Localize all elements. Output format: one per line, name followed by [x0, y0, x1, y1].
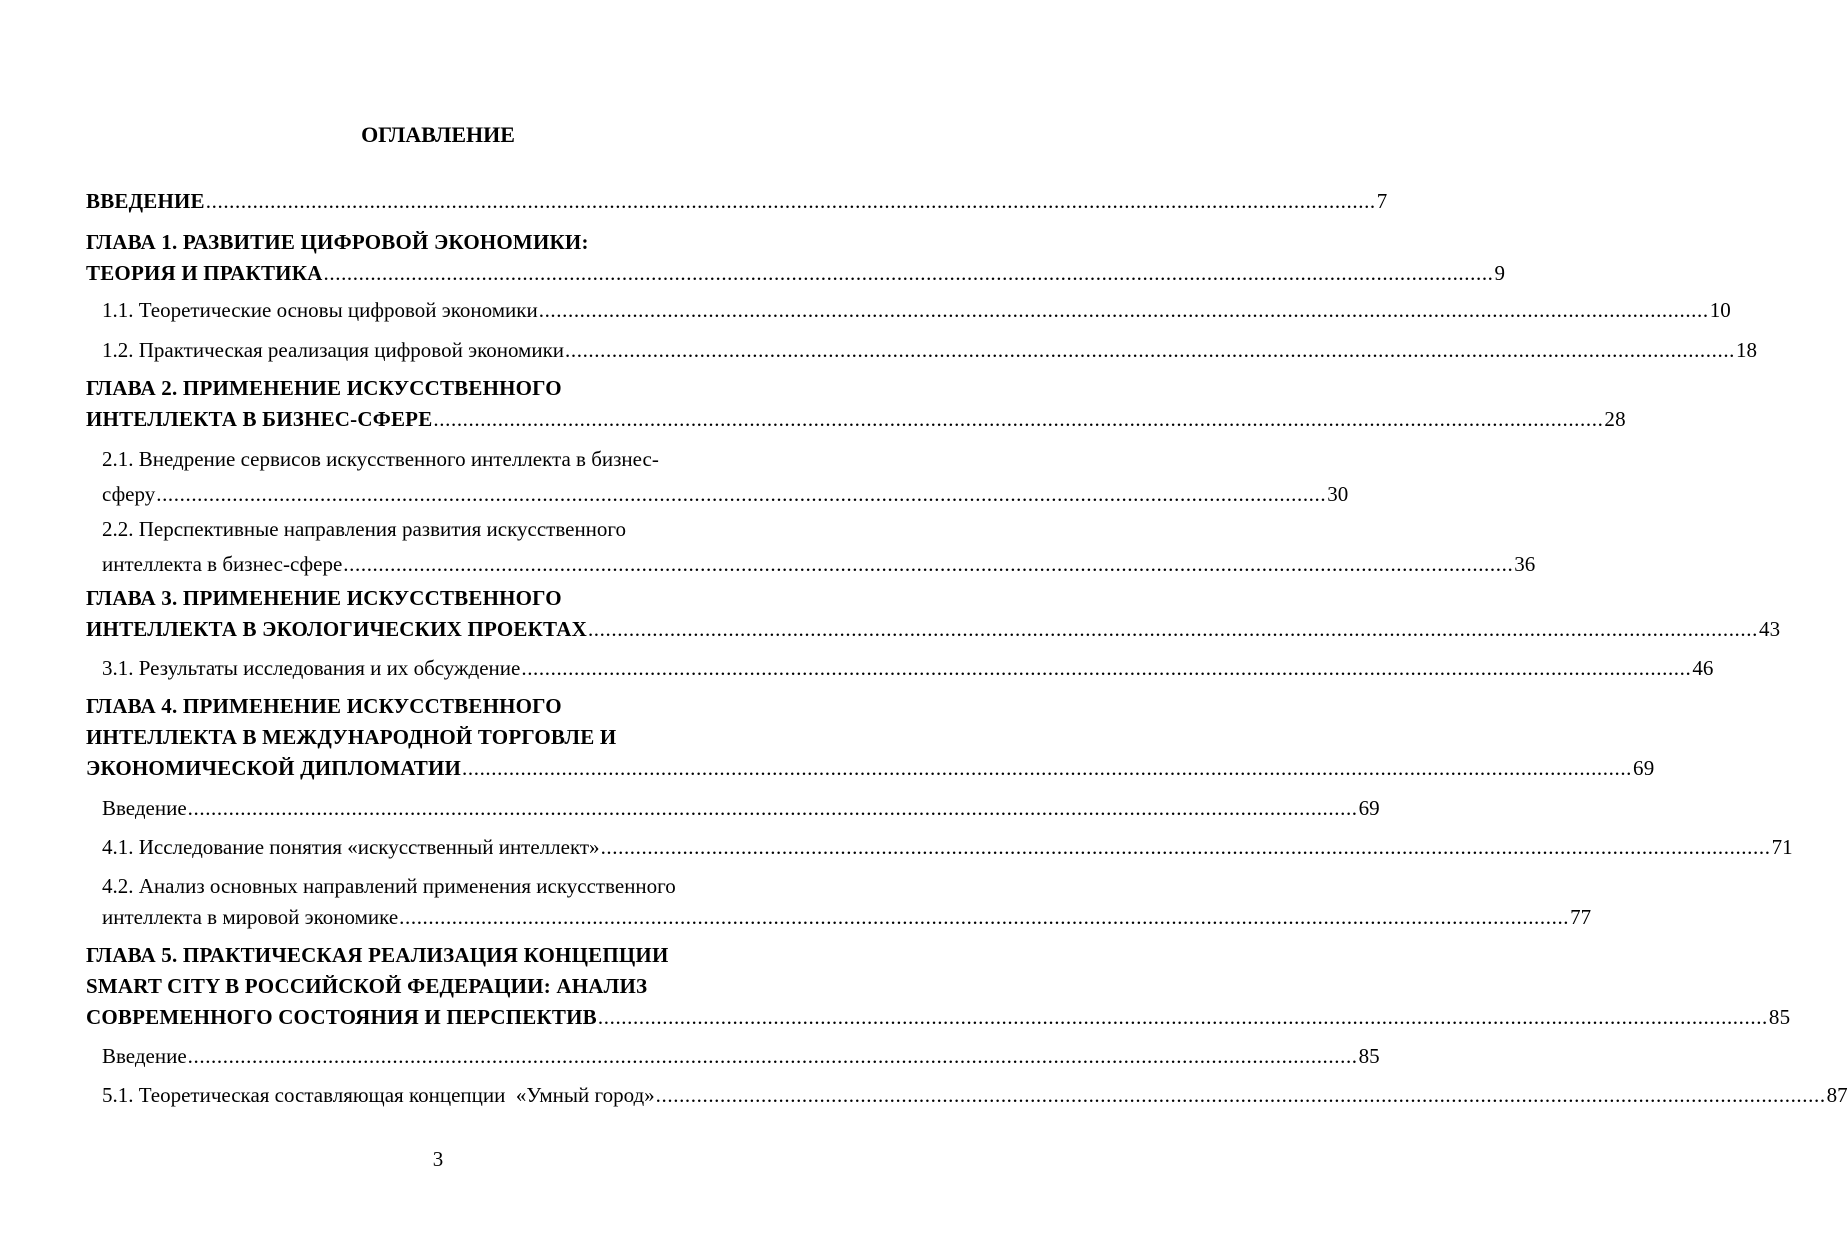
- toc-entry-title-line: интеллекта в мировой экономике: [102, 905, 399, 929]
- toc-page-number: 30: [1327, 482, 1349, 506]
- toc-entry-section-1-2[interactable]: [102, 335, 1758, 366]
- toc-entry-chapter-4-introduction[interactable]: [102, 793, 1380, 824]
- toc-entry-chapter-5-introduction[interactable]: [102, 1041, 1380, 1072]
- toc-entry-title: Введение: [102, 796, 187, 820]
- toc-entry-title-line: ГЛАВА 1. РАЗВИТИЕ ЦИФРОВОЙ ЭКОНОМИКИ:: [86, 230, 589, 254]
- toc-entry-chapter-1[interactable]: [86, 227, 1506, 289]
- toc-entry-section-4-1[interactable]: [102, 832, 1793, 863]
- toc-entry-title-line: SMART CITY В РОССИЙСКОЙ ФЕДЕРАЦИИ: АНАЛИЗ: [86, 974, 648, 998]
- toc-entry-title-line: 2.1. Внедрение сервисов искусственного интеллекта в бизнес-: [102, 447, 659, 471]
- toc-entry-section-4-2[interactable]: [102, 871, 1592, 933]
- dot-leader: ........................................................................................................................................................................................................: [565, 338, 1736, 362]
- toc-page-number: 85: [1358, 1044, 1380, 1068]
- toc-entry-title-line: 4.2. Анализ основных направлений применения искусственного: [102, 874, 676, 898]
- dot-leader: ........................................................................................................................................................................................................: [156, 482, 1327, 506]
- dot-leader: ........................................................................................................................................................................................................: [600, 835, 1771, 859]
- toc-page-number: 77: [1570, 905, 1592, 929]
- toc-entry-section-5-1[interactable]: [102, 1080, 1848, 1111]
- toc-entry-section-2-2[interactable]: [102, 514, 1536, 580]
- toc-page-number: 28: [1604, 407, 1626, 431]
- toc-entry-chapter-4[interactable]: [86, 691, 1655, 784]
- dot-leader: ........................................................................................................................................................................................................: [462, 756, 1633, 780]
- toc-entry-title-line: ЭКОНОМИЧЕСКОЙ ДИПЛОМАТИИ: [86, 756, 462, 780]
- toc-page-number: 69: [1358, 796, 1380, 820]
- dot-leader: ........................................................................................................................................................................................................: [323, 261, 1494, 285]
- dot-leader: ........................................................................................................................................................................................................: [521, 656, 1692, 680]
- toc-entry-title-line: ИНТЕЛЛЕКТА В МЕЖДУНАРОДНОЙ ТОРГОВЛЕ И: [86, 725, 617, 749]
- toc-entry-section-2-1[interactable]: [102, 444, 1349, 510]
- toc-entry-title-line: ИНТЕЛЛЕКТА В ЭКОЛОГИЧЕСКИХ ПРОЕКТАХ: [86, 617, 587, 641]
- toc-entry-title-line: ТЕОРИЯ И ПРАКТИКА: [86, 261, 323, 285]
- dot-leader: ........................................................................................................................................................................................................: [587, 617, 1758, 641]
- dot-leader: ........................................................................................................................................................................................................: [205, 189, 1376, 213]
- toc-entry-section-1-1[interactable]: [102, 295, 1731, 326]
- toc-entry-title: 1.1. Теоретические основы цифровой экономики: [102, 298, 538, 322]
- toc-entry-introduction[interactable]: [86, 186, 1388, 217]
- toc-entry-title: 5.1. Теоретическая составляющая концепции «Умный город»: [102, 1083, 655, 1107]
- toc-entry-section-3-1[interactable]: [102, 653, 1714, 684]
- toc-entry-title-line: ГЛАВА 3. ПРИМЕНЕНИЕ ИСКУССТВЕННОГО: [86, 586, 562, 610]
- toc-page-number: 43: [1758, 617, 1781, 641]
- toc-entry-title-line: ГЛАВА 2. ПРИМЕНЕНИЕ ИСКУССТВЕННОГО: [86, 376, 562, 400]
- toc-entry-title: 3.1. Результаты исследования и их обсуждение: [102, 656, 521, 680]
- toc-entry-title: ВВЕДЕНИЕ: [86, 189, 205, 213]
- dot-leader: ........................................................................................................................................................................................................: [187, 796, 1358, 820]
- toc-entry-title-line: ГЛАВА 4. ПРИМЕНЕНИЕ ИСКУССТВЕННОГО: [86, 694, 562, 718]
- toc-page-number: 7: [1376, 189, 1388, 213]
- toc-entry-chapter-5[interactable]: [86, 940, 1791, 1033]
- toc-page-number: 69: [1633, 756, 1655, 780]
- dot-leader: ........................................................................................................................................................................................................: [655, 1083, 1826, 1107]
- dot-leader: ........................................................................................................................................................................................................: [187, 1044, 1358, 1068]
- toc-page-number: 87: [1826, 1083, 1848, 1107]
- toc-page-number: 10: [1709, 298, 1731, 322]
- toc-page-number: 9: [1494, 261, 1506, 285]
- toc-entry-title: 4.1. Исследование понятия «искусственный интеллект»: [102, 835, 600, 859]
- toc-page-number: 46: [1692, 656, 1714, 680]
- dot-leader: ........................................................................................................................................................................................................: [433, 407, 1604, 431]
- dot-leader: ........................................................................................................................................................................................................: [538, 298, 1709, 322]
- toc-entry-title-line: сферу: [102, 482, 156, 506]
- page-number: 3: [432, 1147, 444, 1171]
- dot-leader: ........................................................................................................................................................................................................: [399, 905, 1570, 929]
- toc-page-number: 71: [1771, 835, 1793, 859]
- toc-entry-chapter-2[interactable]: [86, 373, 1626, 435]
- toc-page-number: 36: [1514, 552, 1536, 576]
- toc-entry-title-line: СОВРЕМЕННОГО СОСТОЯНИЯ И ПЕРСПЕКТИВ: [86, 1005, 597, 1029]
- toc-page-number: 18: [1736, 338, 1758, 362]
- toc-entry-title-line: ИНТЕЛЛЕКТА В БИЗНЕС-СФЕРЕ: [86, 407, 433, 431]
- dot-leader: ........................................................................................................................................................................................................: [343, 552, 1514, 576]
- toc-entry-chapter-3[interactable]: [86, 583, 1781, 645]
- toc-entry-title-line: ГЛАВА 5. ПРАКТИЧЕСКАЯ РЕАЛИЗАЦИЯ КОНЦЕПЦИИ: [86, 943, 669, 967]
- toc-entry-title-line: 2.2. Перспективные направления развития искусственного: [102, 517, 627, 541]
- page-title: ОГЛАВЛЕНИЕ: [361, 122, 515, 147]
- toc-entry-title-line: интеллекта в бизнес-сфере: [102, 552, 343, 576]
- dot-leader: ........................................................................................................................................................................................................: [597, 1005, 1768, 1029]
- toc-entry-title: Введение: [102, 1044, 187, 1068]
- toc-page-number: 85: [1768, 1005, 1791, 1029]
- toc-entry-title: 1.2. Практическая реализация цифровой экономики: [102, 338, 565, 362]
